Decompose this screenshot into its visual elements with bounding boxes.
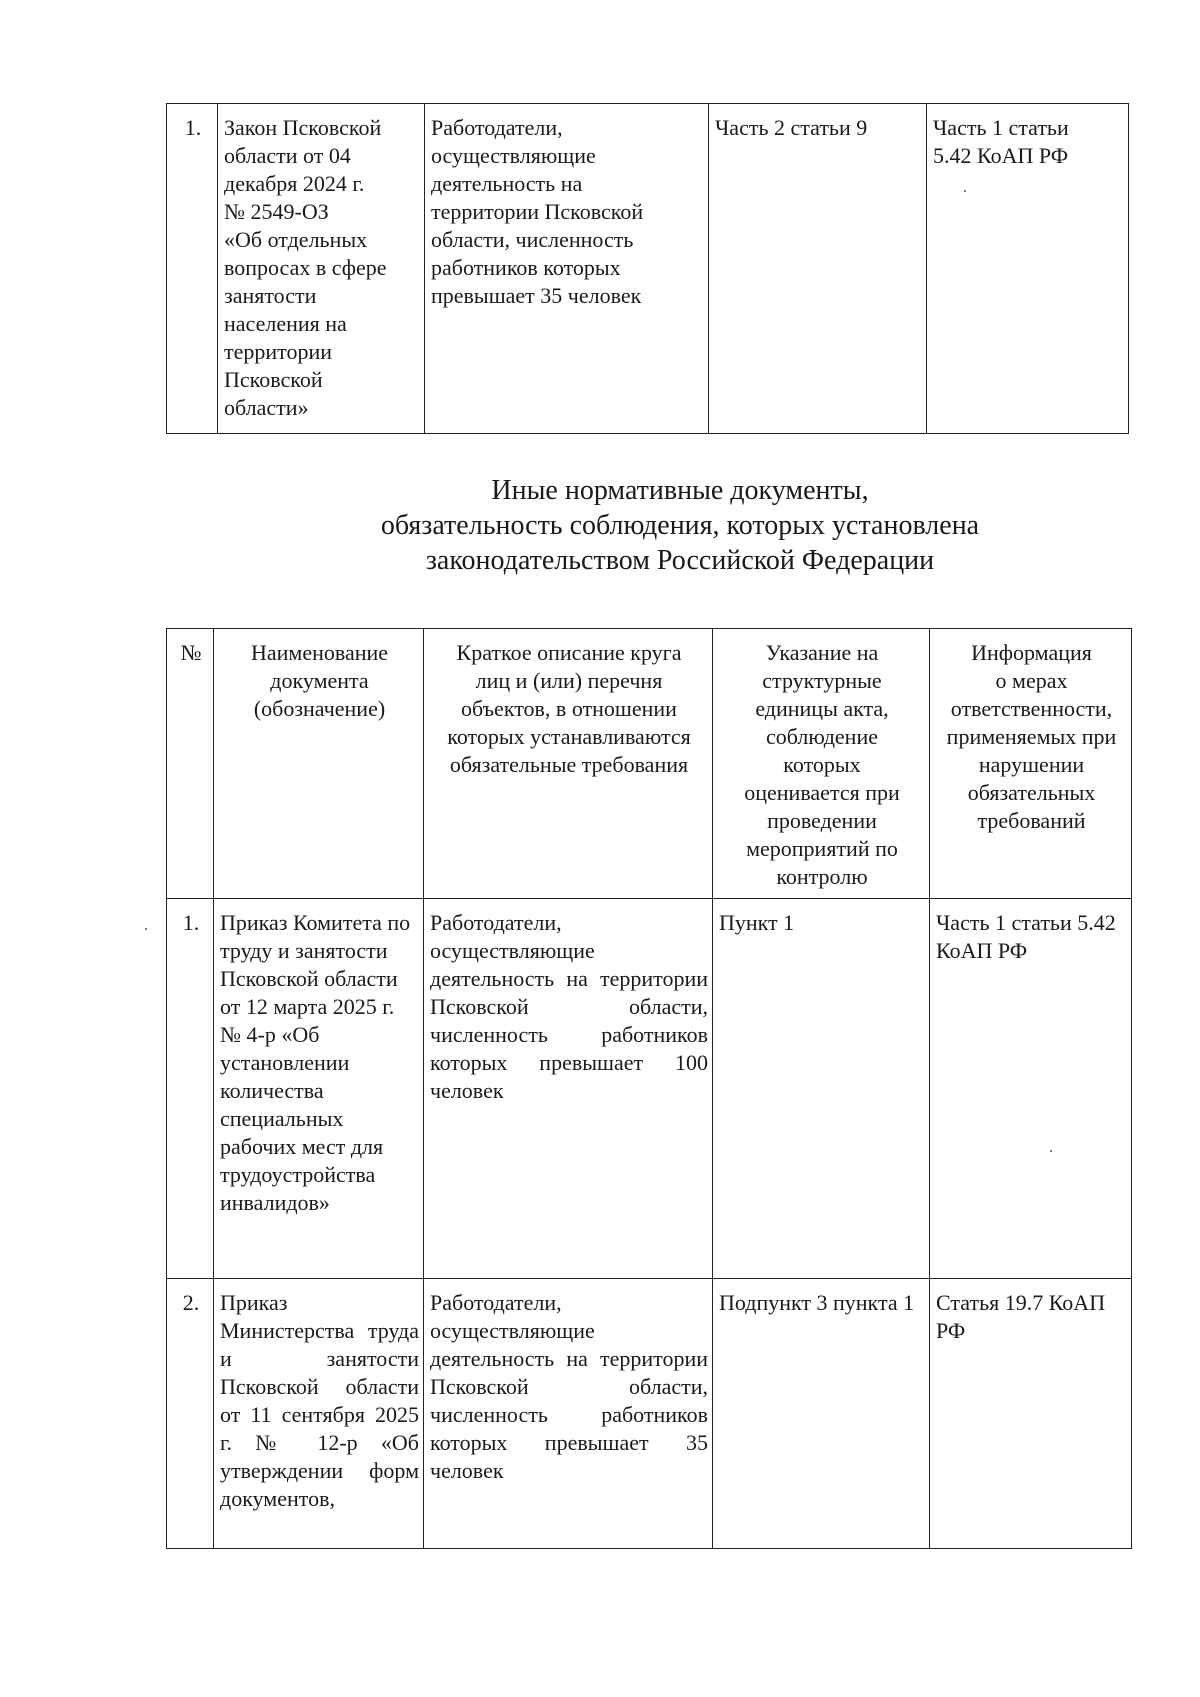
text-line: обязательные требования [449,752,689,777]
units-cell: Пункт 1 [713,899,930,1279]
text-line: (обозначение) [253,696,386,721]
table-header-row [167,629,1132,899]
heading-line: законодательством Российской Федерации [425,545,935,576]
header-units [713,629,930,899]
subjects-cell: Работодатели, осуществляющие деятельность на территории Псковской области, численность работников которых превышает 35 человек [424,1279,713,1549]
table-row [167,104,1129,434]
text-line: № 2549-ОЗ [224,199,329,224]
header-liability [930,629,1132,899]
units-cell: Часть 2 статьи 9 [709,104,927,434]
document-name-cell: Приказ Министерства труда и занятости Псковской области от 11 сентября 2025 г. № 12-р «Об утверждении форм документов, [214,1279,424,1549]
liability-cell: Часть 1 статьи 5.42 КоАП РФ [930,899,1132,1279]
text-line: которых устанавливаются [447,724,691,749]
heading-line: обязательность соблюдения, которых установлена [380,510,980,541]
text-line: соблюдение [766,724,878,749]
row-number: 1. [167,104,218,434]
heading-line: Иные нормативные документы, [491,475,869,506]
header-num: № [167,629,214,899]
liability-cell [927,104,1129,434]
text-line: Псковской [224,367,323,392]
text-line: вопросах в сфере [224,255,387,280]
text-line: обязательных [967,780,1096,805]
text-line: объектов, в отношении [461,696,677,721]
text-line: области» [224,395,309,420]
scan-speck [1050,1150,1052,1152]
section-heading [0,473,1200,578]
text-line: области от 04 [224,143,351,168]
row-number: 1. [167,899,214,1279]
text-line: требований [977,808,1086,833]
text-line: Информация [971,640,1092,665]
text-line: о мерах [995,668,1068,693]
table-main [166,628,1132,1549]
text-line: Указание на [765,640,879,665]
document-name-cell: Приказ Комитета по труду и занятости Псковской области от 12 марта 2025 г. № 4-р «Об установлении количества специальных рабочих мест для трудоустройства инвалидов» [214,899,424,1279]
text-line: декабря 2024 г. [224,171,365,196]
units-cell: Подпункт 3 пункта 1 [713,1279,930,1549]
text-line: населения на [224,311,347,336]
table-top [166,103,1129,434]
header-document [214,629,424,899]
table-row [167,899,1132,1279]
row-number: 2. [167,1279,214,1549]
table-row [167,1279,1132,1549]
text-line: 5.42 КоАП РФ [933,143,1069,168]
text-line: которых [783,752,861,777]
text-line: ответственности, [950,696,1113,721]
scan-speck [964,190,966,192]
text-line: Краткое описание круга [456,640,682,665]
text-line: лиц и (или) перечня [475,668,663,693]
text-line: занятости [224,283,317,308]
text-line: нарушении [978,752,1085,777]
document-name-cell [218,104,425,434]
text-line: единицы акта, [755,696,889,721]
text-line: документа [270,668,369,693]
text-line: Наименование [250,640,389,665]
text-line: Закон Псковской [224,115,382,140]
text-line: деятельность на [431,171,583,196]
text-line: контролю [776,864,868,889]
text-line: осуществляющие [431,143,596,168]
text-line: территории [224,339,333,364]
text-line: работников которых [431,255,621,280]
text-line: Часть 1 статьи [933,115,1069,140]
text-line: проведении [767,808,877,833]
subjects-cell: Работодатели, осуществляющие деятельность на территории Псковской области, численность работников которых превышает 100 человек [424,899,713,1279]
text-line: «Об отдельных [224,227,368,252]
text-line: области, численность [431,227,634,252]
text-line: превышает 35 человек [431,283,642,308]
text-line: территории Псковской [431,199,644,224]
header-subjects [424,629,713,899]
subjects-cell [425,104,709,434]
text-line: применяемых при [946,724,1117,749]
text-line: мероприятий по [746,836,898,861]
text-line: оценивается при [744,780,900,805]
scan-speck [145,928,147,930]
text-line: Работодатели, [431,115,563,140]
liability-cell: Статья 19.7 КоАП РФ [930,1279,1132,1549]
text-line: структурные [762,668,882,693]
